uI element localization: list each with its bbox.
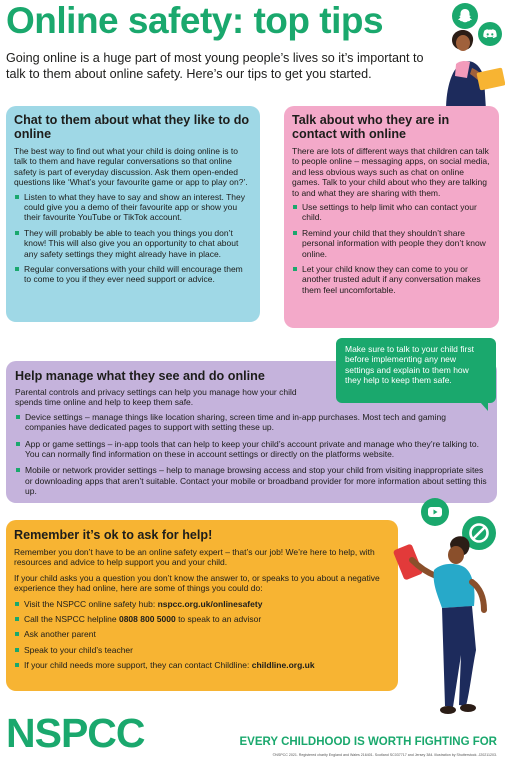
contact-body: There are lots of different ways that children can talk to people online – messaging apps, on social media, and less obvious ways such as chat on online games. Talk to your child about who they are talking to and what they are sharing with them. (292, 146, 490, 198)
chat-tips-list (14, 192, 252, 285)
list-item: Regular conversations with your child will encourage them to come to you if they ever need support or advice. (14, 264, 252, 285)
contact-heading: Talk about who they are in contact with online (292, 113, 450, 141)
ask-body-1: Remember you don’t have to be an online safety expert – that’s our job! We’re here to help, with resources and advice to help support you and your child. (14, 547, 375, 568)
ask-body-2: If your child asks you a question you don’t know the answer to, or speaks to you about a negative experience they had online, here are some of things you could do: (14, 572, 380, 594)
list-item: They will probably be able to teach you things you don’t know! This will also give you an opportunity to chat about any safety settings they might already have in place. (14, 228, 252, 259)
list-item: Remind your child that they shouldn’t share personal information with people they don’t know online. (292, 228, 491, 259)
list-item (14, 599, 390, 609)
snapchat-icon (452, 3, 478, 29)
tip-text: Call the NSPCC helpline (24, 614, 119, 625)
list-item: Let your child know they can come to you or another trusted adult if any conversation makes them feel uncomfortable. (292, 264, 491, 295)
list-item: Listen to what they have to say and show an interest. They could give you a demo of their favourite app or show you their favourite YouTube or TikTok account. (14, 192, 252, 223)
list-item: Speak to your child’s teacher (14, 645, 390, 655)
ask-card (6, 520, 398, 691)
ask-tips-list (14, 599, 390, 671)
onlinesafety-link[interactable]: nspcc.org.uk/onlinesafety (157, 598, 263, 609)
tip-text: Visit the NSPCC online safety hub: (24, 598, 158, 609)
page-title: Online safety: top tips (6, 0, 384, 41)
list-item: Use settings to help limit who can contact your child. (292, 202, 491, 223)
list-item: Mobile or network provider settings – help to manage browsing access and stop your child from visiting inappropriate sites or downloading apps that aren’t suitable. Contact your mobile or broadband provider for more information about setting this up. (15, 465, 488, 496)
list-item: Device settings – manage things like location sharing, screen time and in-app purchases. Most tech and gaming companies have dedicated pages to support with setting these up. (15, 412, 488, 433)
chat-heading: Chat to them about what they like to do online (14, 113, 250, 141)
manage-tips-list (15, 412, 488, 497)
list-item: App or game settings – in-app tools that can help to keep your child’s account private and manage who they’re talking to. You can normally find information on these in account settings or directly on the platforms website. (15, 439, 488, 460)
tip-text: If your child needs more support, they can contact Childline: (24, 660, 252, 671)
chat-body: The best way to find out what your child is doing online is to talk to them and have regular conversations so that online safety is part of everyday discussion. Ask them open-ended questions like ‘What’s your favourite game or app to play on?’. (14, 146, 248, 188)
list-item (14, 614, 390, 624)
list-item: Ask another parent (14, 629, 390, 639)
legal-text: ©NSPCC 2021. Registered charity England and Wales 216401. Scotland SC037717 and Jersey 384. Illustration by Shutterstock. J20211203. (272, 753, 497, 757)
manage-body: Parental controls and privacy settings can help you manage how your child spends time online and help to keep them safe. (15, 387, 297, 408)
list-item (14, 660, 390, 670)
contact-card (284, 106, 499, 328)
childline-link[interactable]: childline.org.uk (251, 660, 315, 671)
person-with-laptop-illustration (438, 30, 505, 110)
tip-speech-bubble: Make sure to talk to your child first before implementing any new settings and explain to them how they help to keep them safe. (336, 338, 496, 403)
person-with-phone-illustration (392, 520, 505, 720)
tip-text: to speak to an advisor (175, 614, 262, 625)
ask-heading: Remember it’s ok to ask for help! (14, 528, 213, 542)
contact-tips-list (292, 202, 491, 295)
chat-card (6, 106, 260, 322)
helpline-number[interactable]: 0808 800 5000 (118, 614, 176, 625)
tagline: EVERY CHILDHOOD IS WORTH FIGHTING FOR (239, 736, 497, 748)
intro-text: Going online is a huge part of most young people’s lives so it’s important to talk to them about online safety. Here’s our tips to get you started. (6, 51, 424, 81)
manage-heading: Help manage what they see and do online (15, 369, 265, 383)
nspcc-logo: NSPCC (6, 710, 145, 756)
